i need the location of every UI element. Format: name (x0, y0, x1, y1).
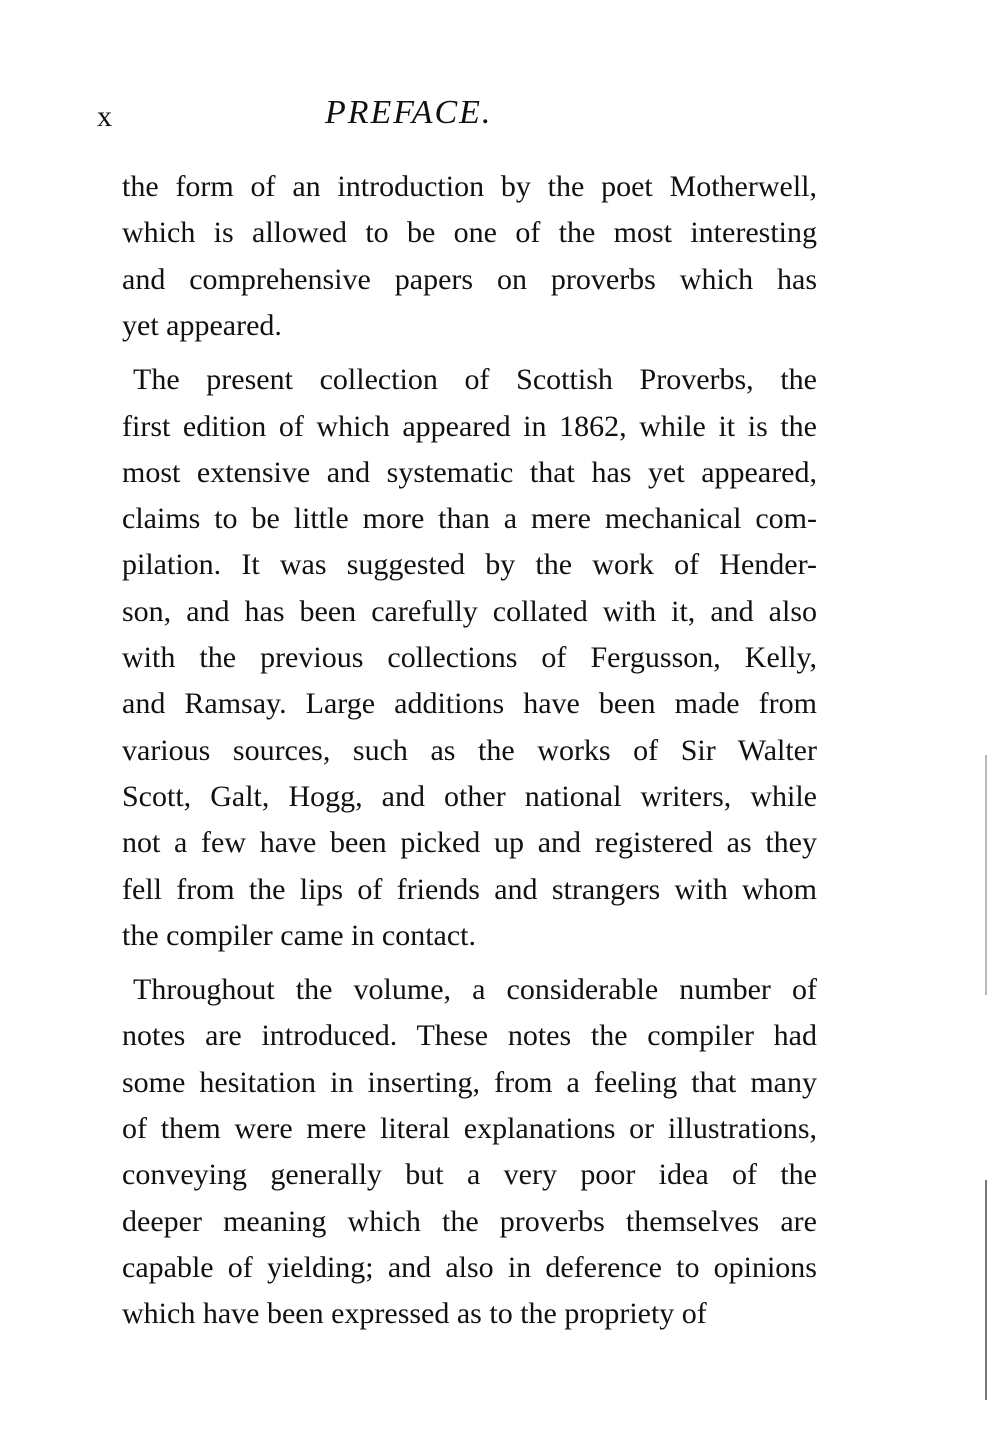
page-edge-shadow (985, 755, 987, 995)
page-edge-shadow (985, 1180, 987, 1400)
text-line: of them were mere literal explanations or illustrations, (122, 1112, 817, 1145)
text-line: Throughout the volume, a considerable number of (133, 973, 817, 1007)
text-line: notes are introduced. These notes the compiler had (122, 1019, 817, 1053)
text-line: Scott, Galt, Hogg, and other national writers, while (122, 779, 817, 813)
text-line: yet appeared. (122, 308, 282, 342)
text-line: son, and has been carefully collated with it, and also (122, 594, 817, 628)
text-line: capable of yielding; and also in deference to opinions (122, 1250, 817, 1284)
text-line: which is allowed to be one of the most interesting (122, 216, 817, 250)
page-number: x (97, 100, 112, 133)
text-line: which have been expressed as to the propriety of (122, 1297, 707, 1331)
page-title: PREFACE. (325, 94, 493, 131)
text-line: first edition of which appeared in 1862, while it is the (122, 409, 817, 443)
text-line: and Ramsay. Large additions have been made from (122, 687, 817, 721)
text-line: pilation. It was suggested by the work of Hender- (122, 548, 817, 582)
text-line: with the previous collections of Fergusson, Kelly, (122, 641, 817, 674)
text-line: and comprehensive papers on proverbs which has (122, 262, 817, 296)
text-line: some hesitation in inserting, from a feeling that many (122, 1065, 817, 1099)
text-line: The present collection of Scottish Proverbs, the (133, 363, 817, 397)
text-line: deeper meaning which the proverbs themselves are (122, 1204, 817, 1238)
text-line: the form of an introduction by the poet Motherwell, (122, 170, 817, 203)
text-line: fell from the lips of friends and strangers with whom (122, 872, 817, 906)
text-line: various sources, such as the works of Sir Walter (122, 733, 817, 767)
text-line: not a few have been picked up and registered as they (122, 826, 817, 860)
text-line: conveying generally but a very poor idea of the (122, 1158, 817, 1192)
text-line: claims to be little more than a mere mechanical com- (122, 502, 817, 536)
text-line: most extensive and systematic that has yet appeared, (122, 455, 817, 489)
text-line: the compiler came in contact. (122, 918, 477, 952)
